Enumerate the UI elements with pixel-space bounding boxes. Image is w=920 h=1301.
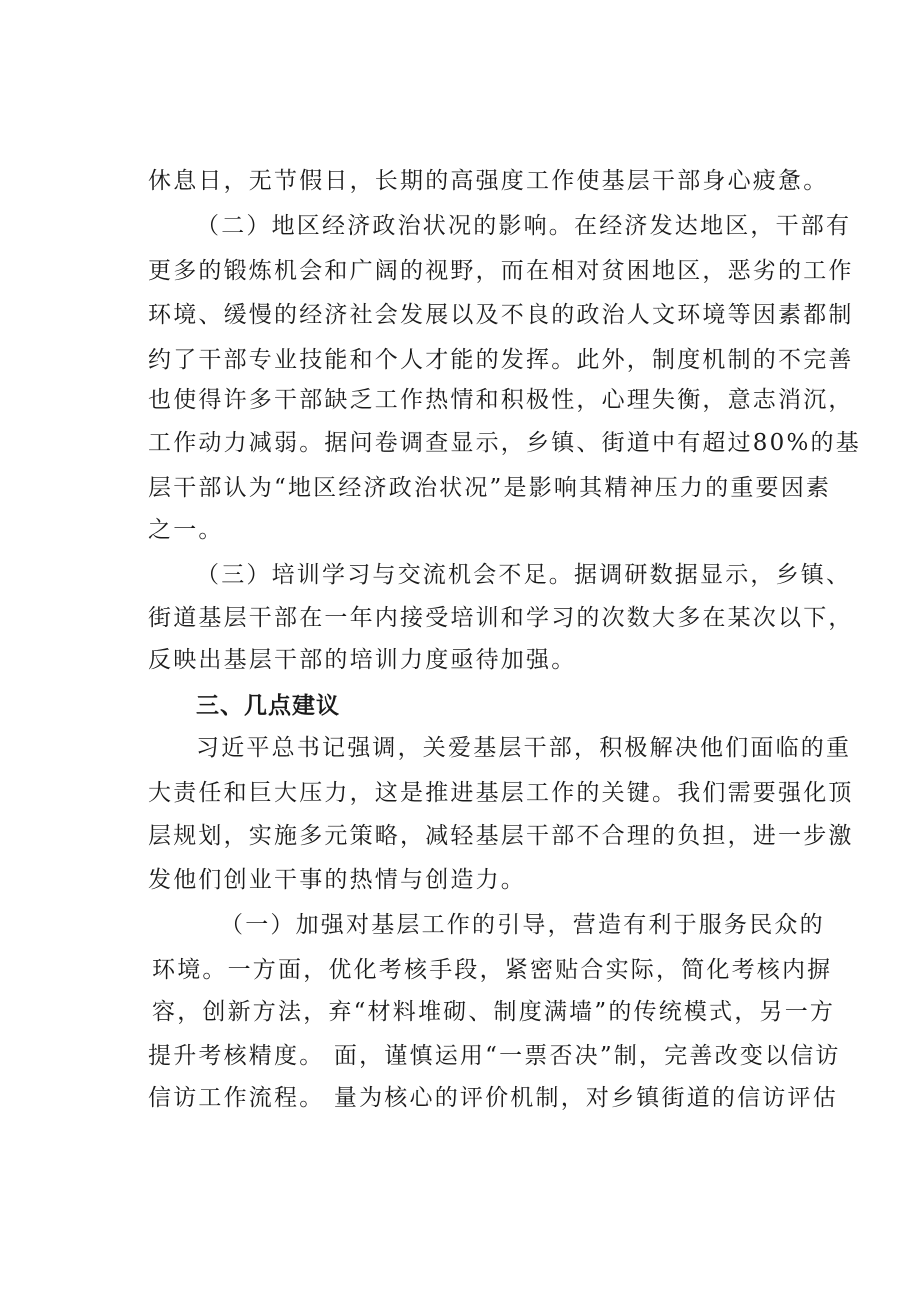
text-line: 工作动力减弱。据问卷调查显示，乡镇、街道中有超过80%的基 — [148, 430, 861, 456]
text-line: 层规划，实施多元策略，减轻基层干部不合理的负担，进一步激 — [148, 823, 854, 849]
text-line: 层干部认为“地区经济政治状况”是影响其精神压力的重要因素 — [148, 475, 832, 501]
text-line: 更多的锻炼机会和广阔的视野，而在相对贫困地区，恶劣的工作 — [148, 258, 854, 284]
text-line: 提升考核精度。 面，谨慎运用“一票否决”制，完善改变以信访 — [148, 1043, 841, 1069]
text-line: 休息日，无节假日，长期的高强度工作使基层干部身心疲惫。 — [148, 168, 829, 194]
text-line: 反映出基层干部的培训力度亟待加强。 — [148, 647, 577, 673]
text-line: 约了干部专业技能和个人才能的发挥。此外，制度机制的不完善 — [148, 347, 854, 373]
text-line: 容，创新方法，弃“材料堆砌、制度满墙”的传统模式，另一方 — [152, 999, 836, 1025]
text-line: 之一。 — [148, 517, 224, 543]
text-line: 大责任和巨大压力，这是推进基层工作的关键。我们需要强化顶 — [148, 780, 854, 806]
text-line: 环境、缓慢的经济社会发展以及不良的政治人文环境等因素都制 — [148, 302, 854, 328]
text-line: 信访工作流程。 量为核心的评价机制，对乡镇街道的信访评估 — [148, 1085, 838, 1111]
text-line: 街道基层干部在一年内接受培训和学习的次数大多在某次以下， — [148, 605, 854, 631]
text-line: （一）加强对基层工作的引导，营造有利于服务民众的 — [220, 912, 825, 938]
text-line: （二）地区经济政治状况的影响。在经济发达地区，干部有 — [196, 213, 852, 239]
section-heading: 三、几点建议 — [196, 693, 340, 719]
text-line: （三）培训学习与交流机会不足。据调研数据显示，乡镇、 — [196, 562, 852, 588]
text-line: 也使得许多干部缺乏工作热情和积极性，心理失衡，意志消沉， — [148, 387, 854, 413]
text-line: 发他们创业干事的热情与创造力。 — [148, 867, 526, 893]
text-line: 环境。一方面，优化考核手段，紧密贴合实际，简化考核内摒 — [152, 957, 833, 983]
text-line: 习近平总书记强调，关爱基层干部，积极解决他们面临的重 — [196, 735, 852, 761]
